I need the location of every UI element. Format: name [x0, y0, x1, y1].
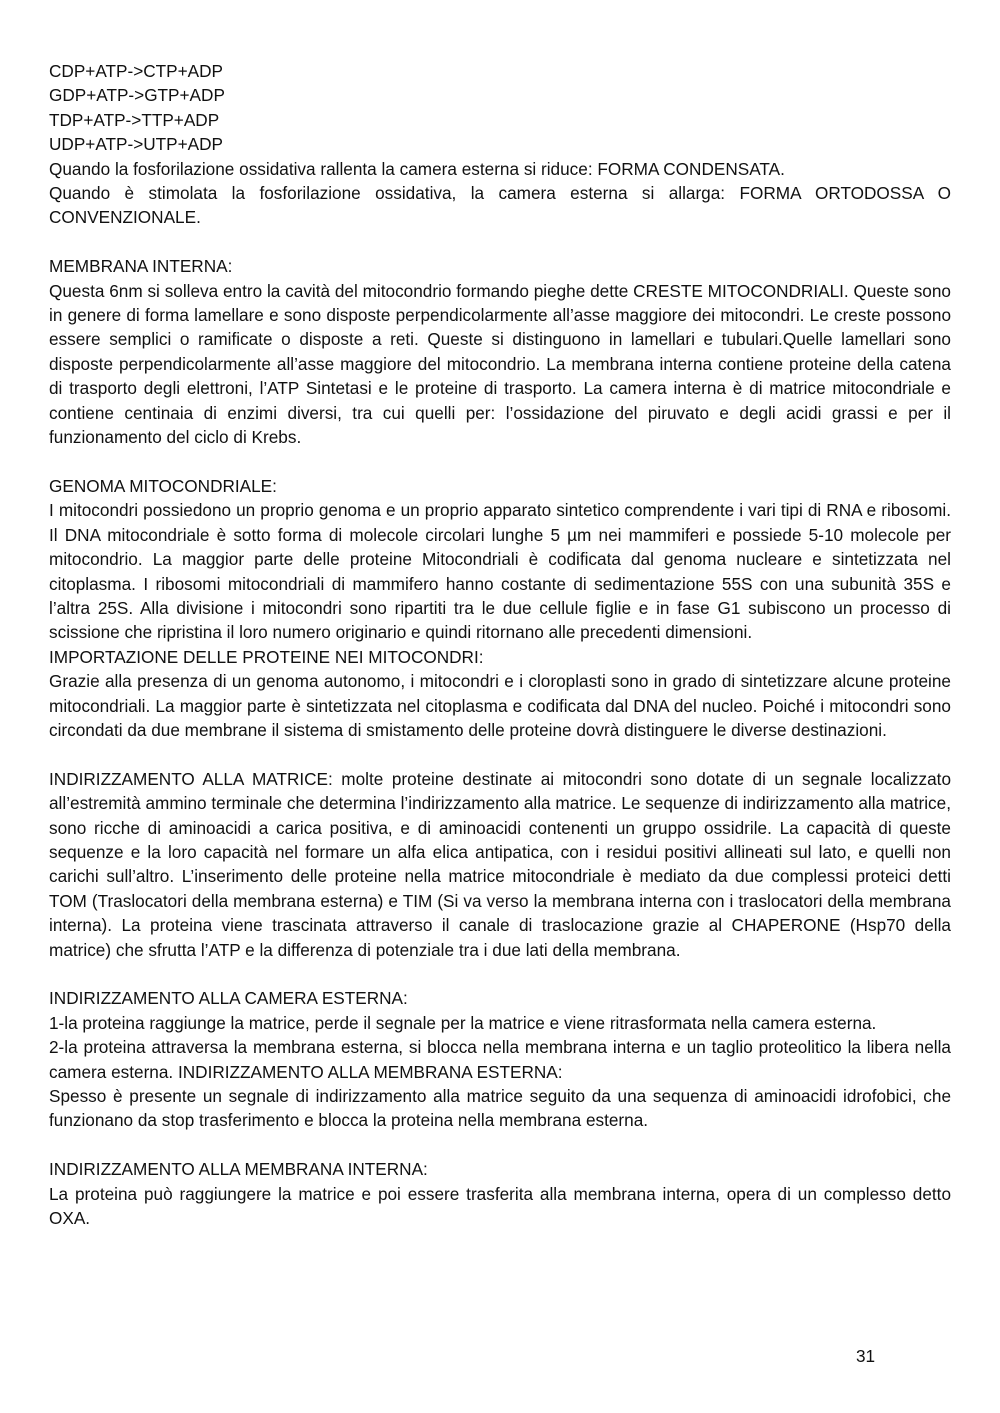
reaction-line: UDP+ATP->UTP+ADP	[49, 134, 223, 155]
paragraph-spacer	[49, 1133, 951, 1157]
section-body-matrice: INDIRIZZAMENTO ALLA MATRICE: molte proteine destinate ai mitocondri sono dotate di un segnale localizzato all’estremità ammino terminale che determina l’indirizzamento alla matrice. Le sequenze di indirizzamento alla matrice, sono ricche di aminoacidi a carica positiva, e di aminoacidi contenenti un gruppo ossidrile. La capacità di queste sequenze e la loro capacità nel formare un alfa elica antipatica, con i residui positivi allineati sul lato, e quelli non carichi sull’altro. L’inserimento delle proteine nella matrice mitocondriale è mediato da due complessi proteici detti TOM (Traslocatori della membrana esterna) e TIM (Si va verso la membrana interna con i traslocatori della membrana interna). La proteina viene trascinata attraverso il canale di traslocazione grazie al CHAPERONE (Hsp70 della matrice) che sfrutta l’ATP e la differenza di potenziale tra i due lati della membrana.	[49, 768, 951, 960]
section-body-genoma: I mitocondri possiedono un proprio genoma e un proprio apparato sintetico comprendente i vari tipi di RNA e ribosomi. Il DNA mitocondriale è sotto forma di molecole circolari lunghe 5 µm nei mammiferi e possiede 5-10 molecole per mitocondrio. La maggior parte delle proteine Mitocondriali è codificata dal genoma nucleare e sintetizzata nel citoplasma. I ribosomi mitocondriali di mammifero hanno costante di sedimentazione 55S con una subunità 35S e l’altra 25S. Alla divisione i mitocondri sono ripartiti tra le due cellule figlie e in fase G1 subiscono un processo di scissione che ripristina il loro numero originario e quindi ritornano alle precedenti dimensioni.	[49, 500, 951, 643]
reaction-line: TDP+ATP->TTP+ADP	[49, 109, 220, 130]
reaction-line: CDP+ATP->CTP+ADP	[49, 61, 223, 81]
reaction-line: GDP+ATP->GTP+ADP	[49, 85, 225, 106]
paragraph-spacer	[49, 449, 951, 473]
section-heading-importazione: IMPORTAZIONE DELLE PROTEINE NEI MITOCONDRI:	[49, 646, 484, 667]
intro-paragraph: Quando la fosforilazione ossidativa rallenta la camera esterna si riduce: FORMA CONDENSATA.	[49, 158, 785, 179]
paragraph-spacer	[49, 230, 951, 254]
paragraph-spacer	[49, 962, 951, 986]
section-body-importazione: Grazie alla presenza di un genoma autonomo, i mitocondri e i cloroplasti sono in grado di sintetizzare alcune proteine mitocondriali. La maggior parte è sintetizzata nel citoplasma e codificata dal DNA del nucleo. Poiché i mitocondri sono circondati da due membrane il sistema di smistamento delle proteine dovrà distinguere le diverse destinazioni.	[49, 671, 951, 740]
document-body	[49, 59, 951, 1230]
section-heading-membrana-interna: MEMBRANA INTERNA:	[49, 256, 233, 277]
section-body-membrana-interna: Questa 6nm si solleva entro la cavità del mitocondrio formando pieghe dette CRESTE MITOCONDRIALI. Queste sono in genere di forma lamellare e sono disposte perpendicolarmente all’asse maggiore dei mitocondri. Le creste possono essere semplici o ramificate o disposte a reti. Queste si distinguono in lamellari e tubulari.Quelle lamellari sono disposte perpendicolarmente all’asse maggiore del mitocondrio. La membrana interna contiene proteine della catena di trasporto degli elettroni, l’ATP Sintetasi e le proteine di trasporto. La camera interna è di matrice mitocondriale e contiene centinaia di enzimi diversi, tra cui quelli per: l’ossidazione del piruvato e degli acidi grassi e per il funzionamento del ciclo di Krebs.	[49, 280, 951, 448]
section-body-membrana-esterna: Spesso è presente un segnale di indirizzamento alla matrice seguito da una sequenza di aminoacidi idrofobici, che funzionano da stop trasferimento e blocca la proteina nella membrana esterna.	[49, 1086, 951, 1131]
list-item: 1-la proteina raggiunge la matrice, perde il segnale per la matrice e viene ritrasformata nella camera esterna.	[49, 1012, 877, 1033]
section-heading-camera-esterna: INDIRIZZAMENTO ALLA CAMERA ESTERNA:	[49, 988, 408, 1009]
section-heading-membrana-interna-indirizzamento: INDIRIZZAMENTO ALLA MEMBRANA INTERNA:	[49, 1159, 428, 1180]
list-item: 2-la proteina attraversa la membrana esterna, si blocca nella membrana interna e un taglio proteolitico la libera nella camera esterna. INDIRIZZAMENTO ALLA MEMBRANA ESTERNA:	[49, 1037, 951, 1082]
section-heading-genoma: GENOMA MITOCONDRIALE:	[49, 475, 277, 496]
section-body-membrana-interna-indirizzamento: La proteina può raggiungere la matrice e poi essere trasferita alla membrana interna, opera di un complesso detto OXA.	[49, 1183, 951, 1229]
paragraph-spacer	[49, 742, 951, 766]
page-number: 31	[856, 1346, 876, 1366]
intro-paragraph: Quando è stimolata la fosforilazione ossidativa, la camera esterna si allarga: FORMA ORTODOSSA O CONVENZIONALE.	[49, 183, 951, 228]
